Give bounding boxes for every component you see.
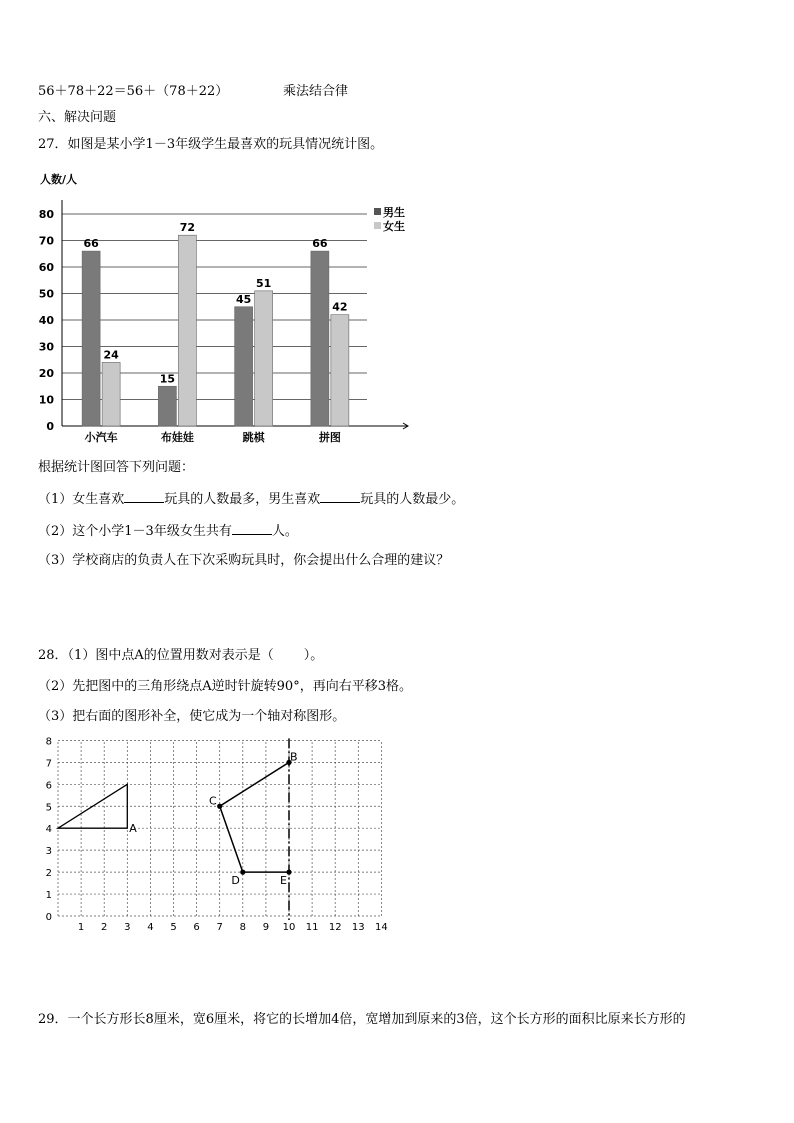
q27-sub2-part-a: （2）这个小学1－3年级女生共有 [38, 524, 232, 539]
y-tick-label: 2 [45, 868, 52, 880]
point-label-e: E [280, 874, 287, 888]
bar-data-label: 24 [103, 348, 119, 362]
header-line [38, 84, 228, 100]
x-tick-label: 8 [239, 922, 246, 933]
law-text: 乘法结合律 [283, 84, 349, 99]
q27-sub1-part-b: 玩具的人数最多，男生喜欢 [164, 492, 321, 507]
y-axis-label: 人数/人 [40, 173, 78, 186]
toy-bar-chart [30, 165, 420, 450]
x-tick-label: 2 [101, 922, 108, 933]
y-tick-label: 20 [38, 367, 54, 380]
section-title: 六、解决问题 [38, 110, 117, 125]
x-tick-label: 7 [216, 922, 223, 933]
y-tick-label: 6 [45, 780, 52, 792]
q27-sub1 [38, 490, 464, 508]
y-tick-label: 7 [45, 758, 52, 770]
y-tick-label: 60 [38, 261, 54, 274]
q27-sub3: （3）学校商店的负责人在下次采购玩具时，你会提出什么合理的建议？ [38, 553, 450, 568]
bar-girls [178, 235, 196, 426]
equation-text: 56＋78＋22＝56＋（78＋22） [38, 84, 229, 99]
point-label-b: B [290, 750, 298, 764]
bar-boys [158, 386, 176, 426]
x-tick-label: 10 [282, 922, 296, 933]
x-category-label: 拼图 [318, 431, 341, 444]
q29-text: 29．一个长方形长8厘米，宽6厘米，将它的长增加4倍，宽增加到原来的3倍，这个长方形的面积比原来长方形的 [38, 1012, 686, 1027]
x-tick-label: 3 [124, 922, 131, 933]
y-tick-label: 80 [38, 208, 54, 221]
point-e-dot [286, 870, 291, 875]
y-tick-label: 8 [45, 736, 52, 748]
point-c-dot [217, 804, 222, 809]
q28-sub2: （2）先把图中的三角形绕点A逆时针旋转90°，再向右平移3格。 [38, 679, 412, 694]
q27-sub2-part-b: 人。 [271, 524, 298, 539]
x-tick-label: 14 [375, 922, 388, 933]
figure-polyline [220, 762, 289, 872]
bar-data-label: 45 [235, 292, 252, 306]
point-label-c: C [209, 794, 217, 808]
triangle-shape [58, 784, 127, 828]
legend-label-boys: 男生 [383, 206, 405, 219]
x-category-label: 布娃娃 [160, 431, 194, 444]
bar-data-label: 42 [332, 300, 348, 314]
q27-sub1-part-c: 玩具的人数最少。 [360, 492, 465, 507]
bar-data-label: 66 [312, 237, 328, 251]
y-tick-label: 4 [45, 824, 52, 836]
bar-girls [331, 315, 349, 426]
y-tick-label: 30 [38, 340, 54, 354]
point-label-d: D [231, 874, 240, 888]
y-tick-label: 50 [38, 287, 54, 301]
q28-sub1 [38, 648, 323, 664]
bar-girls [102, 362, 120, 426]
bar-data-label: 15 [159, 372, 176, 386]
y-tick-label: 70 [38, 234, 54, 248]
y-tick-label: 3 [45, 846, 52, 858]
bar-girls [255, 291, 273, 426]
x-category-label: 跳棋 [242, 431, 265, 444]
x-tick-label: 9 [262, 922, 270, 933]
q27-sub2 [38, 522, 298, 540]
answer-blank-girls-total[interactable] [232, 522, 272, 535]
y-tick-label: 0 [45, 912, 52, 923]
q28-sub1-part-a: 28．（1）图中点A的位置用数对表示是（ [38, 648, 274, 663]
y-tick-label: 10 [38, 393, 54, 407]
x-tick-label: 1 [77, 922, 85, 933]
bar-data-label: 66 [83, 237, 99, 251]
x-tick-label: 13 [351, 922, 365, 933]
q27-intro: 根据统计图回答下列问题： [38, 460, 195, 475]
point-label-a: A [129, 822, 137, 836]
legend-swatch-boys [374, 208, 381, 215]
answer-blank-girls-most[interactable] [124, 490, 164, 503]
x-tick-label: 11 [305, 922, 319, 933]
x-tick-label: 12 [328, 922, 342, 933]
bar-data-label: 72 [179, 221, 196, 235]
y-tick-label: 1 [45, 890, 52, 902]
x-tick-label: 5 [170, 922, 177, 933]
y-tick-label: 0 [46, 420, 54, 433]
y-tick-label: 40 [38, 314, 54, 327]
coordinate-grid [40, 730, 400, 935]
point-d-dot [240, 870, 245, 875]
bar-data-label: 51 [255, 276, 272, 290]
q28-sub3: （3）把右面的图形补全，使它成为一个轴对称图形。 [38, 709, 346, 724]
answer-blank-boys-least[interactable] [320, 490, 360, 503]
bar-boys [235, 307, 253, 426]
bar-boys [82, 251, 100, 426]
bar-boys [311, 251, 329, 426]
x-tick-label: 4 [147, 922, 154, 933]
x-tick-label: 6 [193, 922, 200, 933]
q27-sub1-part-a: （1）女生喜欢 [38, 492, 125, 507]
legend-swatch-girls [374, 222, 381, 229]
x-category-label: 小汽车 [84, 431, 118, 444]
q28-sub1-part-b: ）。 [303, 648, 324, 663]
q27-text: 27．如图是某小学1－3年级学生最喜欢的玩具情况统计图。 [38, 137, 384, 152]
y-tick-label: 5 [45, 802, 52, 814]
legend-label-girls: 女生 [383, 220, 405, 233]
